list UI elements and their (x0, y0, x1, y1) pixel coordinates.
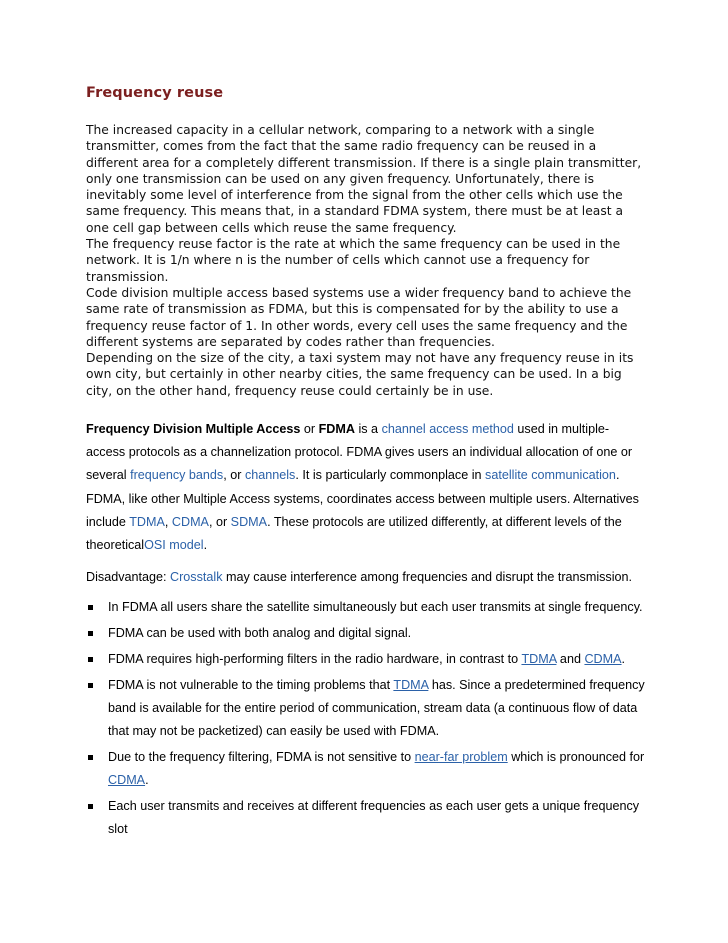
disadvantage-label: Disadvantage: (86, 570, 171, 585)
list-item-text: Each user transmits and receives at different frequencies as each user gets a unique frequency slot (108, 799, 640, 836)
list-item-text: FDMA requires high-performing filters in the radio hardware, in contrast to (108, 652, 522, 666)
bullet-square-icon (88, 605, 93, 610)
frequency-reuse-body (86, 122, 646, 399)
list-item-text: . (145, 773, 149, 787)
bullet-square-icon (88, 755, 93, 760)
fdma-abbr: FDMA (318, 422, 355, 436)
text-segment: , or (223, 468, 245, 483)
reuse-paragraph-2: The frequency reuse factor is the rate at which the same frequency can be used in the network. It is 1/n where n is the number of cells which cannot use a frequency for transmission. (86, 237, 621, 284)
list-item-text: FDMA is not vulnerable to the timing problems that (108, 678, 394, 692)
reuse-paragraph-4: Depending on the size of the city, a taxi system may not have any frequency reuse in its own city, but certainly in other nearby cities, the same frequency can be used. In a big city, on the other hand, frequency reuse could certainly be in use. (86, 351, 634, 398)
list-item (86, 674, 646, 743)
text-segment: , (164, 514, 172, 529)
disadvantage-text: may cause interference among frequencies and disrupt the transmission. (222, 570, 633, 585)
text-segment: , or (208, 514, 231, 529)
list-item (86, 795, 646, 841)
fdma-term: Frequency Division Multiple Access (86, 422, 301, 436)
link-cdma[interactable]: CDMA (171, 514, 209, 529)
link-tdma[interactable]: TDMA (129, 514, 165, 529)
link-tdma[interactable]: TDMA (521, 652, 557, 666)
link-channel-access-method[interactable]: channel access method (381, 422, 514, 436)
fdma-section (86, 418, 646, 589)
text-segment: is a (354, 422, 382, 436)
text-segment: . FDMA, like other Multiple Access systems, coordinates access between multiple users. Alternatives include (86, 468, 639, 529)
section-title: Frequency reuse (86, 85, 224, 101)
list-item-text: FDMA can be used with both analog and digital signal. (108, 626, 412, 640)
list-item-text: which is pronounced for (507, 750, 645, 764)
text-or: or (300, 422, 319, 436)
reuse-paragraph-3: Code division multiple access based systems use a wider frequency band to achieve the same rate of transmission as FDMA, but this is compensated for by the ability to use a frequency reuse factor of 1. In other words, every cell uses the same frequency and the different systems are separated by codes rather than frequencies. (86, 285, 632, 349)
list-item-text: In FDMA all users share the satellite simultaneously but each user transmits at single frequency. (108, 600, 643, 614)
link-satellite-communication[interactable]: satellite communication (485, 468, 616, 483)
link-crosstalk[interactable]: Crosstalk (170, 570, 223, 585)
list-item (86, 746, 646, 792)
link-tdma[interactable]: TDMA (393, 678, 429, 692)
bullet-square-icon (88, 631, 93, 636)
fdma-definition-paragraph (86, 418, 646, 557)
list-item (86, 648, 646, 671)
bullet-square-icon (88, 657, 93, 662)
link-cdma[interactable]: CDMA (108, 773, 146, 787)
fdma-bullet-list (86, 596, 646, 844)
reuse-paragraph-1: The increased capacity in a cellular network, comparing to a network with a single transmitter, comes from the fact that the same radio frequency can be reused in a different area for a completely different transmission. If there is a single plain transmitter, only one transmission can be used on any given frequency. Unfortunately, there is inevitably some level of interference from the signal from the other cells which use the same frequency. This means that, in a standard FDMA system, there must be at least a one cell gap between cells which reuse the same frequency. (86, 123, 642, 235)
link-near-far-problem[interactable]: near-far problem (414, 750, 508, 764)
link-frequency-bands[interactable]: frequency bands (130, 468, 224, 483)
list-item (86, 622, 646, 645)
text-segment: . These protocols are utilized differently, at different levels of the theoretical (86, 514, 622, 553)
text-segment: used in multiple-access protocols as a channelization protocol. FDMA gives users an individual allocation of one or several (86, 422, 633, 483)
link-osi-model[interactable]: OSI model (144, 538, 204, 553)
text-segment: . It is particularly commonplace in (295, 468, 486, 483)
text-segment: . (203, 538, 208, 553)
list-item-text: has. Since a predetermined frequency band is available for the entire period of communication, stream data (a continuous flow of data that may not be packetized) can easily be used with FDMA. (108, 678, 645, 738)
link-channels[interactable]: channels (244, 468, 296, 483)
bullet-square-icon (88, 804, 93, 809)
link-sdma[interactable]: SDMA (230, 514, 268, 529)
disadvantage-paragraph (86, 566, 646, 589)
bullet-square-icon (88, 683, 93, 688)
list-item-text: . (621, 652, 626, 666)
list-item-text: Due to the frequency filtering, FDMA is not sensitive to (108, 750, 415, 764)
list-item (86, 596, 646, 619)
link-cdma[interactable]: CDMA (584, 652, 622, 666)
list-item-text: and (556, 652, 585, 666)
